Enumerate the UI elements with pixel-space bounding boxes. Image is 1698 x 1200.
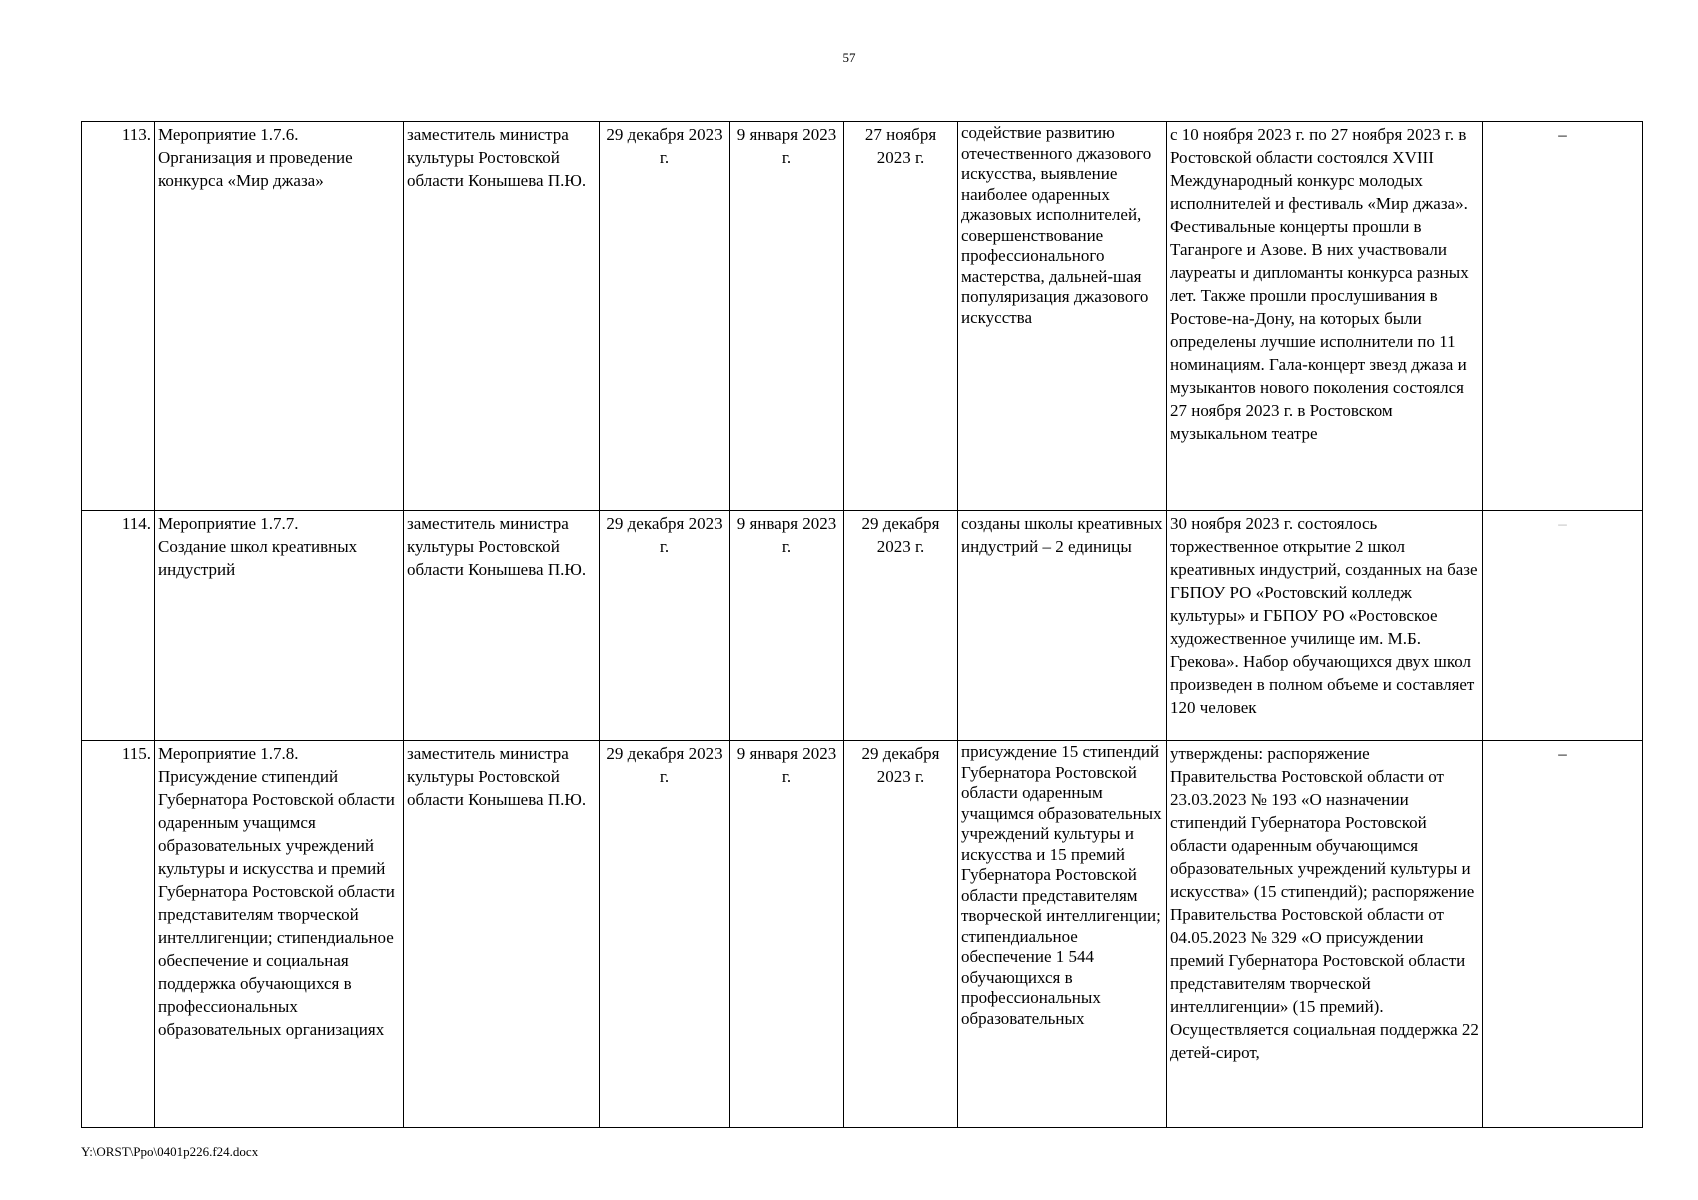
expected-result: присуждение 15 стипендий Губернатора Ростовской области одаренным учащимся образовательных учреждений культуры и искусства и 15 премий Губернатора Ростовской области представителям творческой интеллигенции; стипендиальное обеспечение 1 544 обучающихся в профессиональных образовательных — [958, 741, 1167, 1128]
row-number: 113. — [82, 122, 155, 511]
actual-result: с 10 ноября 2023 г. по 27 ноября 2023 г. в Ростовской области состоялся XVIII Международный конкурс молодых исполнителей и фестиваль «Мир джаза». Фестивальные концерты прошли в Таганроге и Азове. В них участвовали лауреаты и дипломанты конкурса разных лет. Также прошли прослушивания в Ростове-на-Дону, на которых были определены лучшие исполнители по 11 номинациям. Гала-концерт звезд джаза и музыкантов нового поколения состоялся 27 ноября 2023 г. в Ростовском музыкальном театре — [1167, 122, 1483, 511]
event-text: Мероприятие 1.7.7. Создание школ креативных индустрий — [158, 514, 358, 579]
date-planned: 29 декабря 2023 г. — [600, 511, 730, 741]
event-text: Мероприятие 1.7.8. Присуждение стипендий Губернатора Ростовской области одаренным учащимся образовательных учреждений культуры и искусства и премий Губернатора Ростовской области представителям творческой интеллигенции; стипендиальное обеспечение и социальная поддержка обучающихся в профессиональных образовательных организациях — [158, 744, 395, 1039]
notes: – — [1483, 122, 1643, 511]
event-text: Мероприятие 1.7.6. Организация и проведение конкурса «Мир джаза» — [158, 125, 353, 190]
row-number: 114. — [82, 511, 155, 741]
expected-result: содействие развитию отечественного джазового искусства, выявление наиболее одаренных джазовых исполнителей, совершенствование профессионального мастерства, дальней-шая популяризация джазового искусства — [958, 122, 1167, 511]
date-start: 9 января 2023 г. — [730, 511, 844, 741]
responsible-person: заместитель министра культуры Ростовской области Конышева П.Ю. — [404, 122, 600, 511]
notes: – — [1483, 741, 1643, 1128]
table-row — [82, 511, 1643, 741]
table-row — [82, 741, 1643, 1128]
date-end: 27 ноября 2023 г. — [844, 122, 958, 511]
actual-result: 30 ноября 2023 г. состоялось торжественное открытие 2 школ креативных индустрий, созданных на базе ГБПОУ РО «Ростовский колледж культуры» и ГБПОУ РО «Ростовское художественное училище им. М.Б. Грекова». Набор обучающихся двух школ произведен в полном объеме и составляет 120 человек — [1167, 511, 1483, 741]
expected-result: созданы школы креативных индустрий – 2 единицы — [958, 511, 1167, 741]
date-planned: 29 декабря 2023 г. — [600, 741, 730, 1128]
responsible-person: заместитель министра культуры Ростовской области Конышева П.Ю. — [404, 511, 600, 741]
event-name — [155, 122, 404, 511]
table-row — [82, 122, 1643, 511]
date-planned: 29 декабря 2023 г. — [600, 122, 730, 511]
report-table — [81, 121, 1643, 1128]
event-name — [155, 741, 404, 1128]
date-end: 29 декабря 2023 г. — [844, 511, 958, 741]
responsible-person: заместитель министра культуры Ростовской области Конышева П.Ю. — [404, 741, 600, 1128]
actual-result: утверждены: распоряжение Правительства Ростовской области от 23.03.2023 № 193 «О назначении стипендий Губернатора Ростовской области одаренным обучающимся образовательных учреждений культуры и искусства» (15 стипендий); распоряжение Правительства Ростовской области от 04.05.2023 № 329 «О присуждении премий Губернатора Ростовской области представителям творческой интеллигенции» (15 премий). Осуществляется социальная поддержка 22 детей-сирот, — [1167, 741, 1483, 1128]
date-end: 29 декабря 2023 г. — [844, 741, 958, 1128]
date-start: 9 января 2023 г. — [730, 741, 844, 1128]
notes: – — [1483, 511, 1643, 741]
row-number: 115. — [82, 741, 155, 1128]
file-path-footer: Y:\ORST\Ppo\0401p226.f24.docx — [81, 1144, 259, 1159]
page-number: 57 — [842, 50, 856, 65]
event-name — [155, 511, 404, 741]
date-start: 9 января 2023 г. — [730, 122, 844, 511]
